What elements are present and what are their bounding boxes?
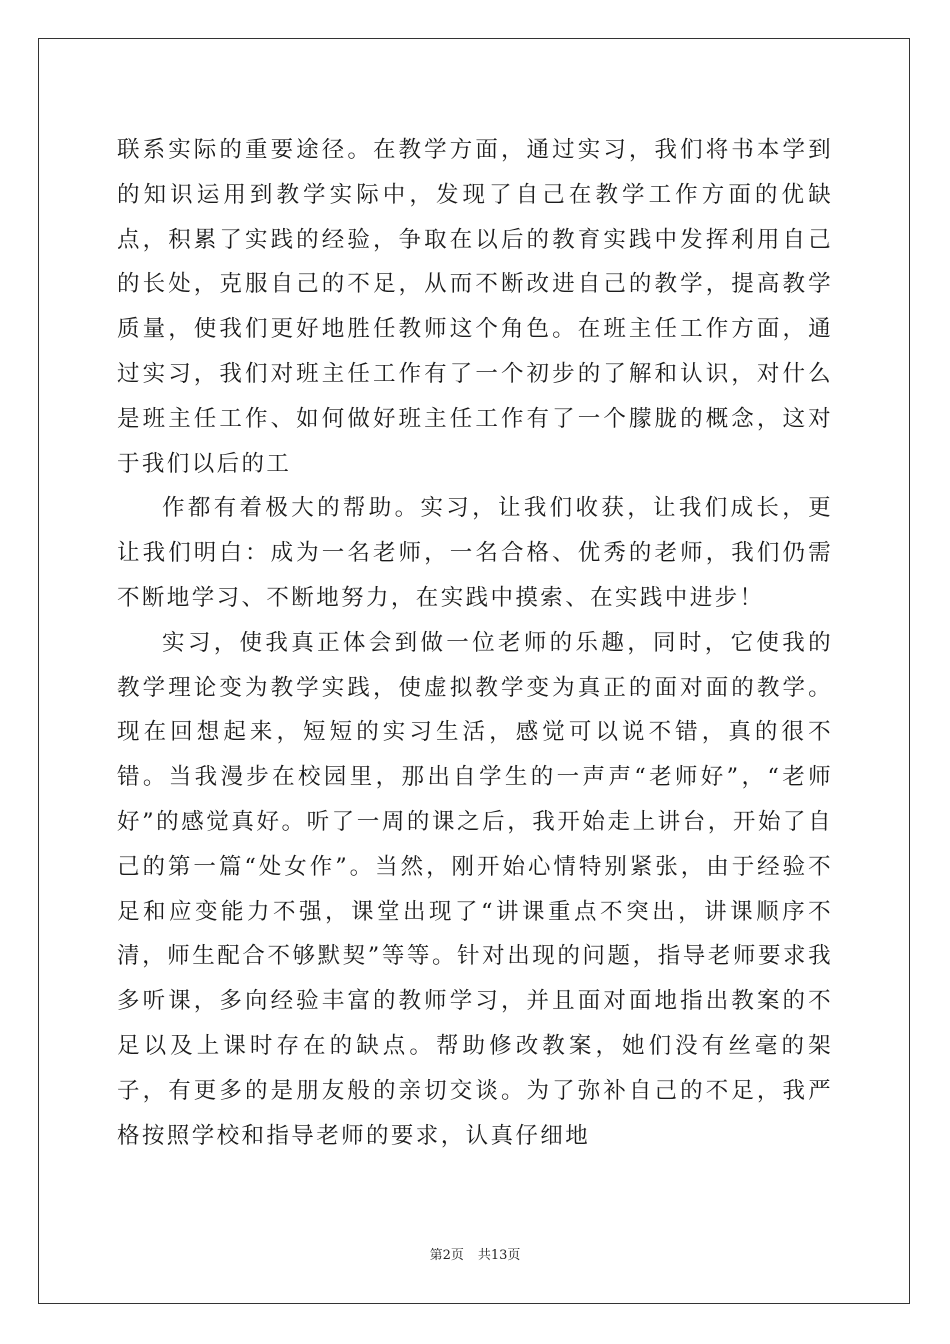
page-footer xyxy=(0,1248,950,1264)
paragraph-2: 作都有着极大的帮助。实习，让我们收获，让我们成长，更让我们明白：成为一名老师，一名合格、优秀的老师，我们仍需不断地学习、不断地努力，在实践中摸索、在实践中进步！ xyxy=(117,495,833,611)
document-body xyxy=(117,128,833,1158)
page-number: 第2页 xyxy=(429,1248,464,1263)
page-total: 共13页 xyxy=(477,1248,521,1263)
paragraph-3: 实习，使我真正体会到做一位老师的乐趣，同时，它使我的教学理论变为教学实践，使虚拟教学变为真正的面对面的教学。现在回想起来，短短的实习生活，感觉可以说不错，真的很不错。当我漫步在校园里，那出自学生的一声声“老师好”，“老师好”的感觉真好。听了一周的课之后，我开始走上讲台，开始了自己的第一篇“处女作”。当然，刚开始心情特别紧张，由于经验不足和应变能力不强，课堂出现了“讲课重点不突出，讲课顺序不清，师生配合不够默契”等等。针对出现的问题，指导老师要求我多听课，多向经验丰富的教师学习，并且面对面地指出教案的不足以及上课时存在的缺点。帮助修改教案，她们没有丝毫的架子，有更多的是朋友般的亲切交谈。为了弥补自己的不足，我严格按照学校和指导老师的要求，认真仔细地 xyxy=(117,629,833,1149)
paragraph-1: 联系实际的重要途径。在教学方面，通过实习，我们将书本学到的知识运用到教学实际中，发现了自己在教学工作方面的优缺点，积累了实践的经验，争取在以后的教育实践中发挥利用自己的长处，克服自己的不足，从而不断改进自己的教学，提高教学质量，使我们更好地胜任教师这个角色。在班主任工作方面，通过实习，我们对班主任工作有了一个初步的了解和认识，对什么是班主任工作、如何做好班主任工作有了一个朦胧的概念，这对于我们以后的工 xyxy=(117,137,833,477)
